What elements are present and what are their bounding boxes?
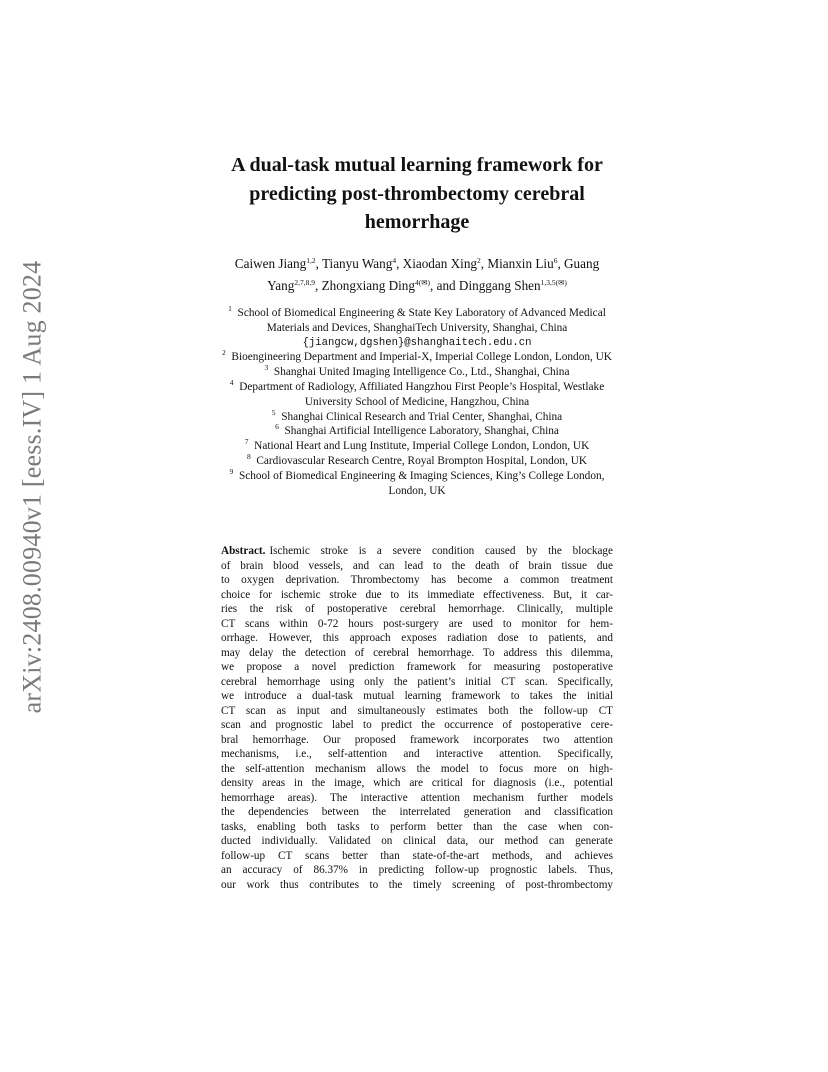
abstract-line: we introduce a dual-task mutual learning framework to takes the initial xyxy=(221,690,613,702)
author-name: , Tianyu Wang xyxy=(315,256,393,271)
abstract-line: our work thus contributes to the timely screening of post-thrombectomy xyxy=(221,878,613,891)
affiliation-number: 6 xyxy=(275,422,279,432)
author-affiliation-marks: 6 xyxy=(553,256,558,265)
affiliation-line xyxy=(130,377,704,395)
paper-title xyxy=(150,151,684,237)
affiliation-text: National Heart and Lung Institute, Imperial College London, London, UK xyxy=(254,440,590,453)
author-name: , Mianxin Liu xyxy=(480,256,554,271)
affiliation-number: 9 xyxy=(229,466,234,476)
abstract-line: CT scans within 0-72 hours post-surgery are used to monitor for hem- xyxy=(221,617,613,630)
abstract-line: density areas in the image, which are critical for diagnosis (i.e., potential xyxy=(221,777,613,789)
affiliation-line xyxy=(130,484,704,499)
arxiv-stamp xyxy=(16,260,48,714)
author-name: , Xiaodan Xing xyxy=(396,256,478,271)
abstract-line: Abstract. Ischemic stroke is a severe condition caused by the blockage xyxy=(221,545,613,557)
abstract-line: orrhage. However, this approach exposes radiation dose to patients, and xyxy=(221,632,613,644)
abstract-line: the dependencies between the interrelated generation and classification xyxy=(221,806,613,818)
affiliation-line xyxy=(130,321,704,336)
affiliation-text: University School of Medicine, Hangzhou, China xyxy=(304,395,530,408)
affiliation-line xyxy=(130,424,704,439)
affiliation-number: 3 xyxy=(264,363,269,373)
affiliation-text: Cardiovascular Research Centre, Royal Brompton Hospital, London, UK xyxy=(256,454,588,467)
author-affiliation-marks: 2 xyxy=(477,256,481,265)
affiliation-line xyxy=(130,407,704,425)
abstract-line: mechanisms, i.e., self-attention and interactive attention. Specifically, xyxy=(221,748,613,760)
author-name: , Guang xyxy=(557,256,600,271)
affiliation-text: Shanghai United Imaging Intelligence Co., Ltd., Shanghai, China xyxy=(273,366,570,379)
author-affiliation-marks: 2,7,8,9 xyxy=(294,278,315,287)
abstract-line: hemorrhage areas). The interactive attention mechanism further models xyxy=(221,791,613,804)
author-name: , and Dinggang Shen xyxy=(430,278,541,293)
abstract-label: Abstract. xyxy=(221,545,266,557)
abstract-line: ducted individually. Validated on clinical data, our method can generate xyxy=(221,835,613,847)
affiliation-number: 5 xyxy=(271,407,276,417)
author-name: , Zhongxiang Ding xyxy=(314,278,415,293)
affiliation-number: 8 xyxy=(246,451,251,461)
abstract-line: the self-attention mechanism allows the model to focus more on high- xyxy=(221,762,613,775)
abstract-line: cerebral hemorrhage using only the patient’s initial CT scan. Specifically, xyxy=(221,675,613,688)
affiliation-line xyxy=(130,306,704,321)
affiliation-text: Department of Radiology, Affiliated Hangzhou First People’s Hospital, Westlake xyxy=(239,380,605,393)
abstract-line: of brain blood vessels, and can lead to the death of brain tissue due xyxy=(221,559,613,572)
affiliation-number: 2 xyxy=(222,348,226,358)
affiliation-number: 1 xyxy=(228,304,232,313)
author-affiliation-marks: 1,3,5(✉) xyxy=(540,278,567,287)
title-line: A dual-task mutual learning framework for xyxy=(231,154,603,176)
author-email: {jiangcw,dgshen}@shanghaitech.edu.cn xyxy=(302,336,532,349)
affiliation-text: Shanghai Artificial Intelligence Laboratory, Shanghai, China xyxy=(284,425,559,438)
abstract-line: follow-up CT scans better than state-of-the-art methods, and achieves xyxy=(221,849,613,862)
title-line: hemorrhage xyxy=(364,211,470,233)
abstract-line: an accuracy of 86.37% in predicting follow-up prognostic labels. Thus, xyxy=(221,864,613,876)
abstract-line: may delay the detection of cerebral hemorrhage. To address this dilemma, xyxy=(221,646,613,659)
abstract-line: choice for ischemic stroke due to its immediate effectiveness. But, it car- xyxy=(221,588,613,601)
abstract-line: ries the risk of postoperative cerebral hemorrhage. Clinically, multiple xyxy=(221,603,613,615)
author-affiliation-marks: 1,2 xyxy=(306,256,316,265)
author-line xyxy=(150,275,684,297)
affiliation-line xyxy=(130,395,704,410)
affiliation-list xyxy=(130,306,704,498)
affiliation-text: London, UK xyxy=(388,484,446,497)
title-line: predicting post-thrombectomy cerebral xyxy=(249,182,585,205)
affiliation-number: 7 xyxy=(244,437,249,447)
affiliation-text: School of Biomedical Engineering & Imaging Sciences, King’s College London, xyxy=(238,469,605,482)
author-affiliation-marks: 4(✉) xyxy=(414,278,430,287)
abstract-line: we propose a novel prediction framework for measuring postoperative xyxy=(221,661,613,673)
affiliation-text: Bioengineering Department and Imperial-X, Imperial College London, London, UK xyxy=(231,351,612,364)
abstract-line: scan and prognostic label to predict the occurrence of postoperative cere- xyxy=(221,719,613,731)
abstract-line: CT scan as input and simultaneously estimates both the follow-up CT xyxy=(221,704,613,717)
affiliation-line xyxy=(130,451,704,469)
affiliation-line xyxy=(130,365,704,380)
author-line xyxy=(150,253,684,275)
abstract-line: to oxygen deprivation. Thrombectomy has become a common treatment xyxy=(221,574,613,586)
abstract xyxy=(221,544,613,892)
affiliation-line xyxy=(130,466,704,484)
author-list xyxy=(150,253,684,297)
affiliation-text: School of Biomedical Engineering & State Key Laboratory of Advanced Medical xyxy=(237,307,606,319)
affiliation-number: 4 xyxy=(229,377,234,387)
author-name: Yang xyxy=(267,278,295,293)
affiliation-text: Shanghai Clinical Research and Trial Center, Shanghai, China xyxy=(281,410,563,423)
arxiv-identifier: arXiv:2408.00940v1 [eess.IV] 1 Aug 2024 xyxy=(17,260,47,714)
affiliation-text: Materials and Devices, ShanghaiTech University, Shanghai, China xyxy=(266,321,568,334)
abstract-line: tasks, enabling both tasks to perform better than the case when con- xyxy=(221,820,613,833)
affiliation-line xyxy=(130,350,704,365)
affiliation-line xyxy=(130,439,704,454)
abstract-line: bral hemorrhage. Our proposed framework incorporates two attention xyxy=(221,733,613,746)
author-affiliation-marks: 4 xyxy=(392,256,397,265)
author-name: Caiwen Jiang xyxy=(234,256,307,271)
